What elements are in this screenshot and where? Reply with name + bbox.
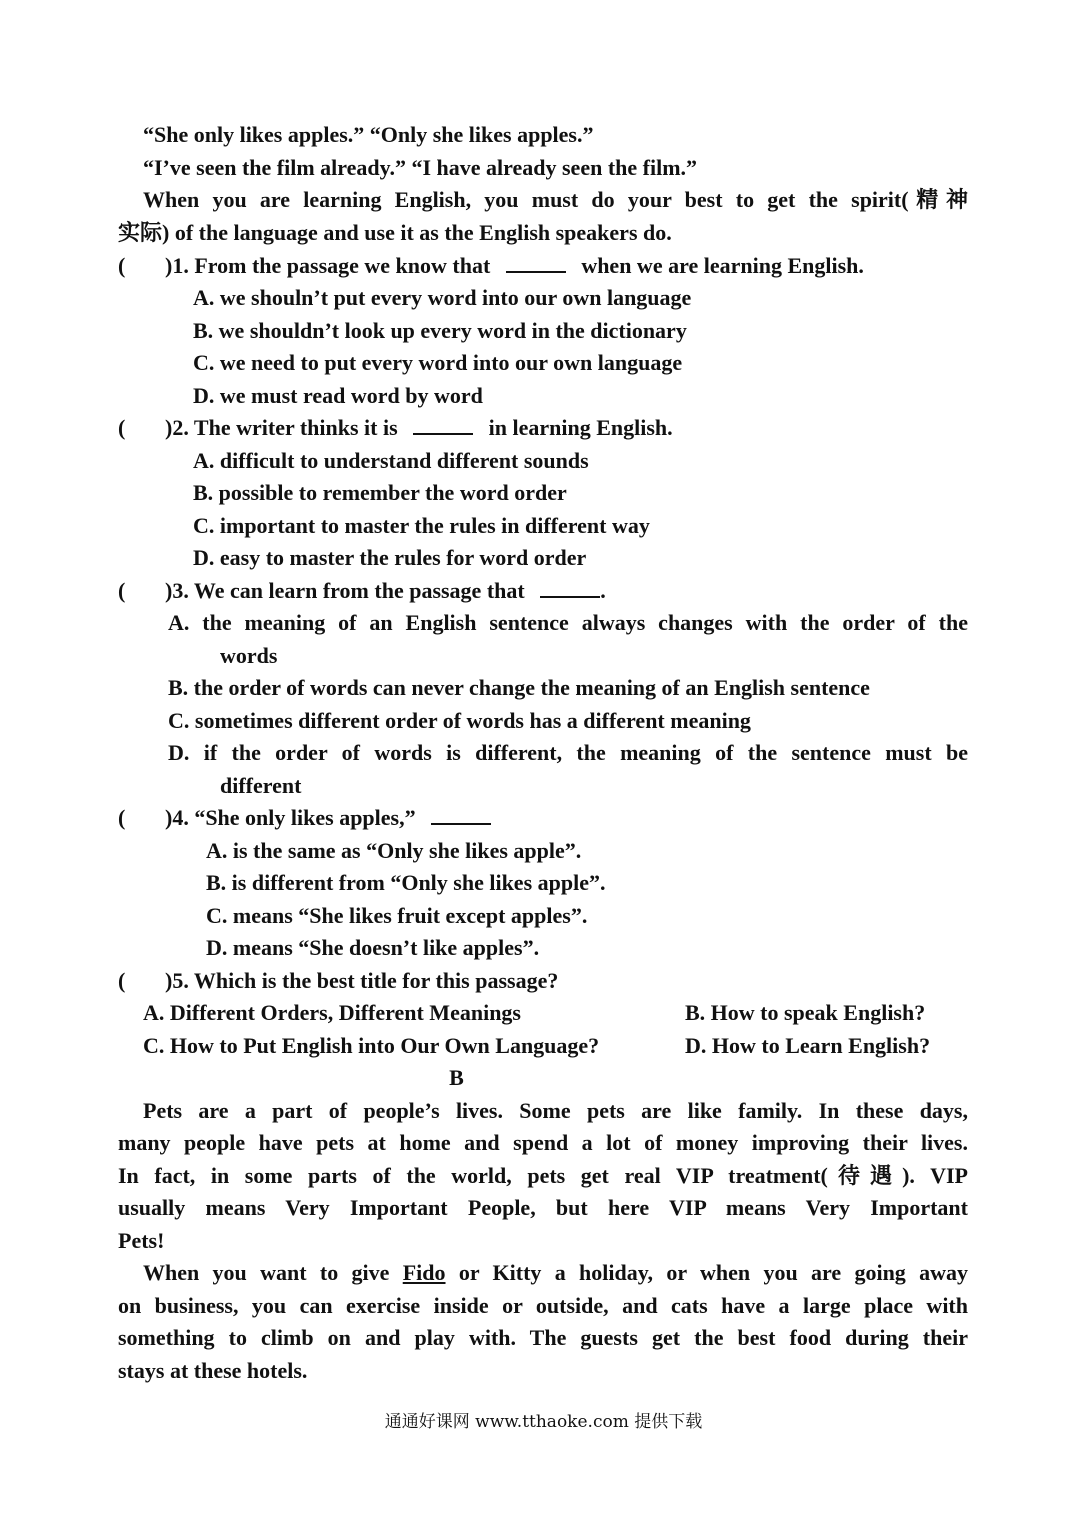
question-stem (165, 412, 673, 444)
answer-paren: ( (118, 968, 126, 993)
option-a: A. the meaning of an English sentence always changes with the order of the (168, 610, 968, 635)
answer-paren: ( (118, 805, 126, 830)
intro-line-1: “She only likes apples.” “Only she likes apples.” (143, 122, 594, 147)
option-b: B. is different from “Only she likes apple”. (206, 870, 606, 895)
paragraph-1-line-4: usually means Very Important People, but here VIP means Very Important (118, 1195, 968, 1220)
paragraph-1-line-5: Pets! (118, 1228, 165, 1253)
question-stem (165, 575, 606, 607)
option-b: B. possible to remember the word order (193, 480, 567, 505)
option-d: D. easy to master the rules for word order (193, 545, 587, 570)
question-stem (165, 802, 491, 834)
paragraph-2-line-3: something to climb on and play with. The guests get the best food during their (118, 1325, 968, 1350)
question-number-text: )2. The writer thinks it is (165, 415, 398, 440)
paragraph-2-text-pre: When you want to give (143, 1260, 390, 1285)
question-number-text: )4. “She only likes apples,” (165, 805, 416, 830)
section-heading: B (449, 1065, 464, 1090)
answer-blank (540, 576, 600, 598)
option-a: A. Different Orders, Different Meanings (143, 1000, 521, 1025)
option-c: C. important to master the rules in different way (193, 513, 650, 538)
paragraph-1-line-2: many people have pets at home and spend a lot of money improving their lives. (118, 1130, 968, 1155)
paragraph-2-line-4: stays at these hotels. (118, 1358, 308, 1383)
paragraph-2-line-2: on business, you can exercise inside or outside, and cats have a large place with (118, 1293, 968, 1318)
paragraph-1-line-1: Pets are a part of people’s lives. Some pets are like family. In these days, (143, 1098, 968, 1123)
option-b: B. we shouldn’t look up every word in the dictionary (193, 318, 687, 343)
question-number-text: )5. Which is the best title for this passage? (165, 968, 559, 993)
option-b: B. How to speak English? (685, 1000, 926, 1025)
intro-line-3: When you are learning English, you must do your best to get the spirit(精神 (143, 187, 968, 212)
paragraph-2-text-post: or Kitty a holiday, or when you are going away (458, 1260, 969, 1285)
question-number-text: )1. From the passage we know that (165, 253, 491, 278)
option-c: C. sometimes different order of words has a different meaning (168, 708, 751, 733)
page-footer: 通通好课网 www.tthaoke.com 提供下载 (384, 1412, 703, 1432)
option-c: C. we need to put every word into our own language (193, 350, 683, 375)
option-a: A. difficult to understand different sounds (193, 448, 589, 473)
paragraph-2-line-1 (118, 1257, 968, 1289)
option-d: D. if the order of words is different, the meaning of the sentence must be (168, 740, 968, 765)
underlined-word: Fido (402, 1260, 446, 1285)
option-d: D. means “She doesn’t like apples”. (206, 935, 540, 960)
option-d: D. How to Learn English? (685, 1033, 931, 1058)
option-a: A. is the same as “Only she likes apple”. (206, 838, 582, 863)
intro-line-2: “I’ve seen the film already.” “I have already seen the film.” (143, 155, 698, 180)
answer-blank (431, 803, 491, 825)
option-b: B. the order of words can never change the meaning of an English sentence (168, 675, 870, 700)
option-c: C. means “She likes fruit except apples”. (206, 903, 588, 928)
question-post-text: . (600, 578, 606, 603)
option-d: D. we must read word by word (193, 383, 483, 408)
answer-paren: ( (118, 415, 126, 440)
option-a-continued: words (220, 643, 278, 668)
option-a: A. we shouln’t put every word into our own language (193, 285, 692, 310)
question-number-text: )3. We can learn from the passage that (165, 578, 525, 603)
paragraph-1-line-3: In fact, in some parts of the world, pets get real VIP treatment(待遇). VIP (118, 1163, 968, 1188)
option-d-continued: different (220, 773, 302, 798)
intro-line-4: 实际) of the language and use it as the English speakers do. (118, 220, 672, 245)
answer-paren: ( (118, 253, 126, 278)
option-c: C. How to Put English into Our Own Language? (143, 1033, 600, 1058)
answer-blank (506, 251, 566, 273)
answer-paren: ( (118, 578, 126, 603)
question-post-text: when we are learning English. (581, 253, 864, 278)
question-stem (165, 250, 864, 282)
answer-blank (413, 413, 473, 435)
question-post-text: in learning English. (488, 415, 673, 440)
